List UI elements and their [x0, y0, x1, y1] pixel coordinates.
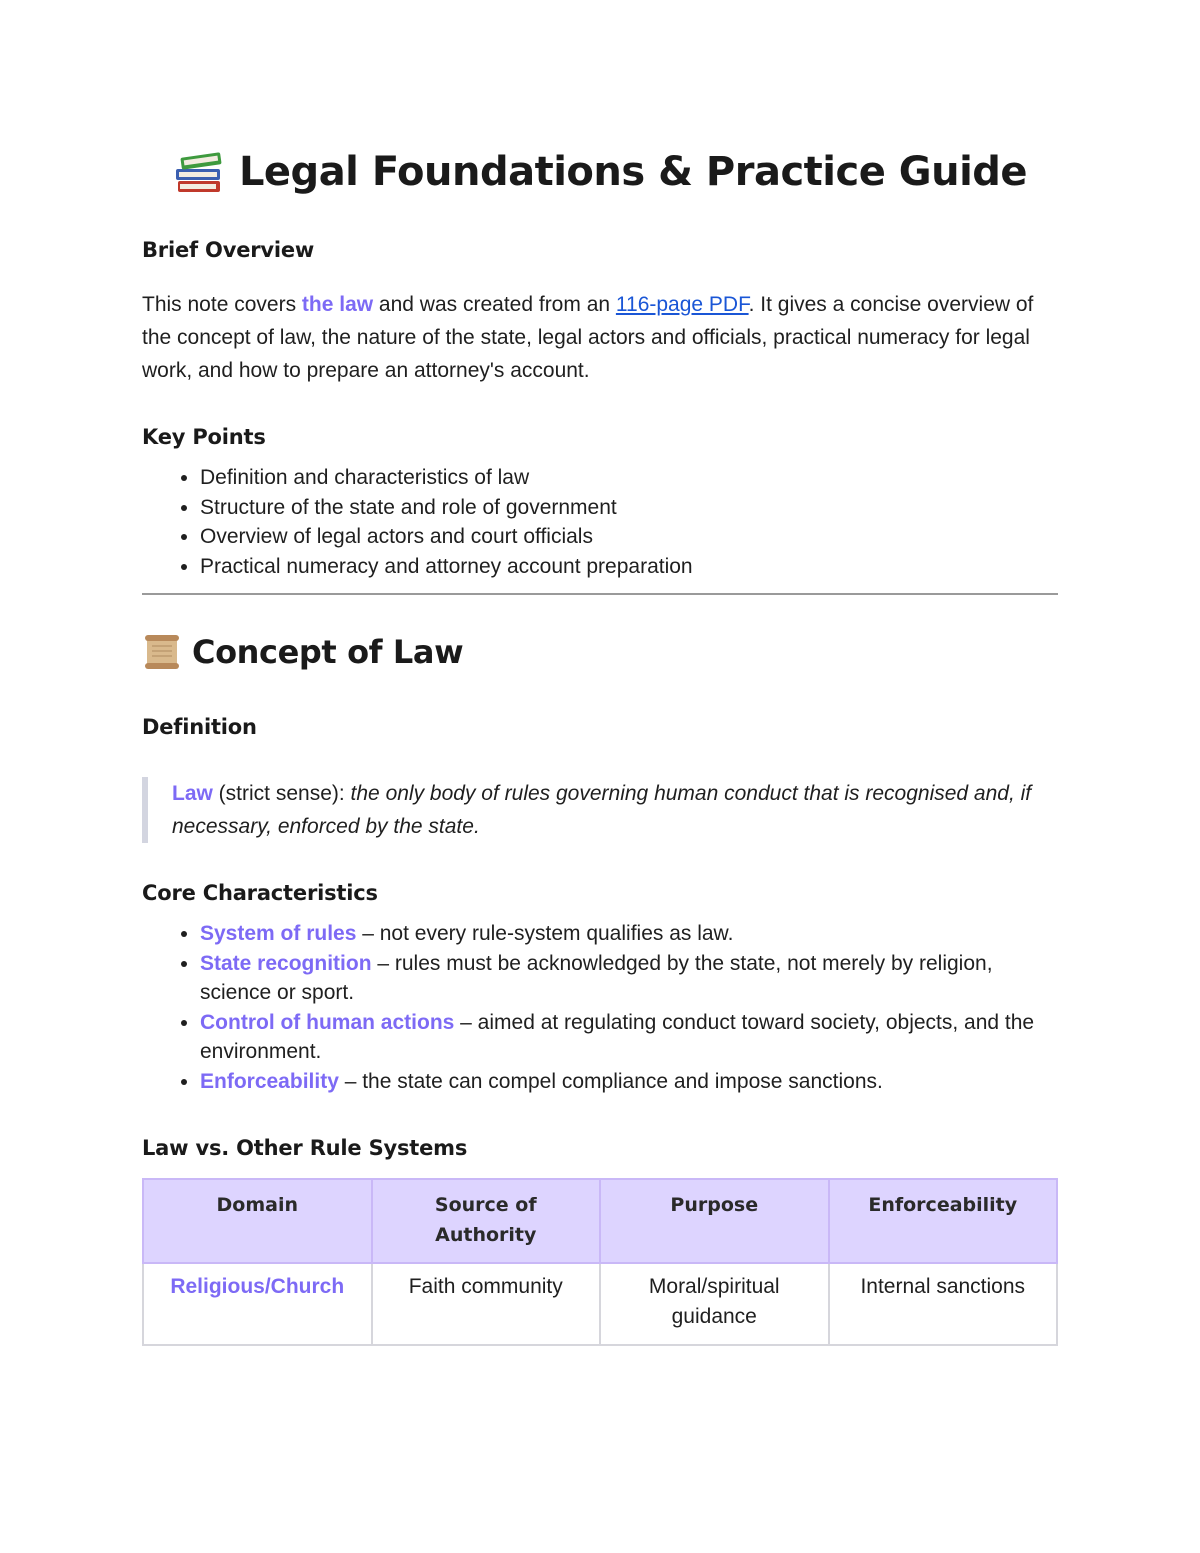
table-cell: Internal sanctions [829, 1263, 1058, 1345]
overview-heading: Brief Overview [142, 238, 315, 262]
definition-heading: Definition [142, 715, 257, 739]
concept-section-title-text: Concept of Law [192, 633, 464, 671]
characteristic-text: – not every rule-system qualifies as law. [356, 922, 734, 945]
core-characteristics-list [142, 919, 1058, 1096]
column-header: Enforceability [829, 1179, 1058, 1263]
section-divider [142, 593, 1058, 595]
comparison-heading: Law vs. Other Rule Systems [142, 1136, 468, 1160]
overview-text-3: . It gives a concise overview of the concept of law, the nature of the state, legal actors and officials, practical numeracy for legal work, and how to prepare an attorney's account. [142, 293, 1034, 382]
column-header: Purpose [600, 1179, 829, 1263]
characteristic-term: System of rules [200, 922, 357, 945]
overview-highlight: the law [301, 293, 374, 316]
concept-section-title [142, 629, 1058, 675]
comparison-table [142, 1178, 1058, 1346]
overview-text-2: and was created from an [373, 293, 616, 316]
definition-term: Law [172, 782, 213, 805]
column-header: Source of Authority [372, 1179, 601, 1263]
document-body [142, 140, 1058, 1346]
list-item: • Practical numeracy and attorney account preparation [200, 552, 1058, 582]
scroll-icon [142, 632, 182, 672]
table-header-row [143, 1179, 1057, 1263]
list-item: • Definition and characteristics of law [200, 463, 1058, 493]
characteristic-text: – rules must be acknowledged by the state, not merely by religion, science or sport. [200, 951, 993, 1004]
books-icon [173, 149, 225, 195]
core-characteristics-heading: Core Characteristics [142, 881, 378, 905]
list-item [200, 1008, 1058, 1067]
list-item: • Structure of the state and role of government [200, 493, 1058, 523]
table-row [143, 1263, 1057, 1345]
definition-qualifier: (strict sense): [212, 782, 351, 805]
list-item: • Overview of legal actors and court officials [200, 522, 1058, 552]
list-item [200, 919, 1058, 949]
list-item [200, 1067, 1058, 1097]
characteristic-term: Enforceability [200, 1069, 339, 1093]
column-header: Domain [143, 1179, 372, 1263]
page-title [142, 140, 1058, 204]
pdf-link[interactable]: 116-page PDF [615, 293, 749, 316]
list-item [200, 949, 1058, 1008]
overview-paragraph [142, 288, 1058, 387]
characteristic-term: State recognition [200, 951, 372, 975]
table-cell: Religious/Church [143, 1263, 372, 1345]
overview-text-1: This note covers [142, 293, 302, 316]
characteristic-term: Control of human actions [200, 1010, 455, 1034]
table-cell: Faith community [372, 1263, 601, 1345]
key-points-heading: Key Points [142, 425, 266, 449]
page-title-text: Legal Foundations & Practice Guide [238, 149, 1028, 195]
key-points-list [142, 463, 1058, 581]
characteristic-text: – the state can compel compliance and impose sanctions. [338, 1069, 883, 1093]
characteristic-text: – aimed at regulating conduct toward society, objects, and the environment. [200, 1010, 1035, 1063]
definition-quote [142, 777, 1058, 843]
definition-text: the only body of rules governing human conduct that is recognised and, if necessary, enforced by the state. [172, 782, 1032, 838]
table-cell: Moral/spiritual guidance [600, 1263, 829, 1345]
